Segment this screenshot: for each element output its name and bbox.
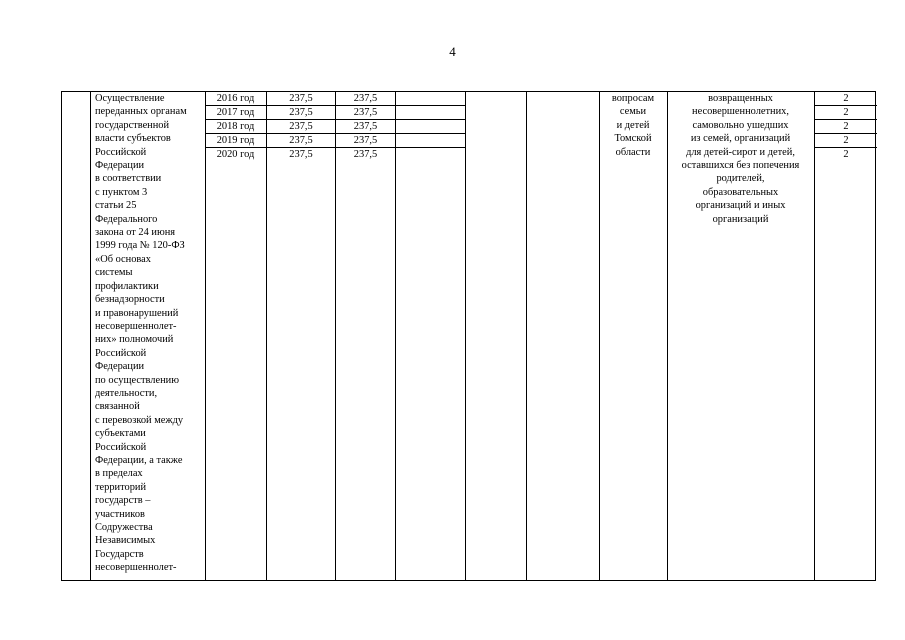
- column-divider: [526, 92, 527, 580]
- federal-value-cell: 237,5: [353, 121, 378, 132]
- year-cell: 2017 год: [216, 107, 255, 118]
- result-text: возвращенных несовершеннолетних, самовольно ушедших из семей, организаций для детей-сирот и детей, оставшихся без попечения родителей, образовательных организаций и иных организаций: [681, 93, 800, 225]
- column-divider: [266, 92, 267, 580]
- year-cell: 2018 год: [216, 121, 255, 132]
- column-divider: [465, 92, 466, 580]
- executor-text: вопросам семьи и детей Томской области: [611, 93, 655, 158]
- indicator-value-cell: 2: [843, 107, 849, 118]
- budget-table: [61, 91, 876, 581]
- total-value-cell: 237,5: [289, 149, 313, 160]
- page-number: 4: [449, 44, 456, 59]
- total-value-cell: 237,5: [289, 135, 313, 146]
- indicator-value-cell: 2: [843, 93, 849, 104]
- column-divider: [814, 92, 815, 580]
- year-cell: 2019 год: [216, 135, 255, 146]
- measure-description: Осуществление переданных органам государственной власти субъектов Российской Федерации в соответствии с пунктом 3 статьи 25 Федерального закона от 24 июня 1999 года № 120-ФЗ «Об основах системы профилактики безнадзорности и правонарушений несовершеннолет- них» полномочий Российской Федерации по осуществлению деятельности, связанной с перевозкой между субъектами Российской Федерации, а также в пределах территорий государств – участников Содружества Независимых Государств несовершеннолет-: [95, 93, 187, 574]
- total-value-cell: 237,5: [289, 121, 313, 132]
- federal-value-cell: 237,5: [353, 135, 378, 146]
- year-cell: 2016 год: [216, 93, 255, 104]
- indicator-value-cell: 2: [843, 135, 849, 146]
- federal-value-cell: 237,5: [353, 107, 378, 118]
- year-cell: 2020 год: [216, 149, 255, 160]
- column-divider: [90, 92, 91, 580]
- column-divider: [205, 92, 206, 580]
- column-divider: [395, 92, 396, 580]
- column-divider: [599, 92, 600, 580]
- column-divider: [335, 92, 336, 580]
- total-value-cell: 237,5: [289, 107, 313, 118]
- federal-value-cell: 237,5: [353, 149, 378, 160]
- indicator-value-cell: 2: [843, 121, 849, 132]
- indicator-value-cell: 2: [843, 149, 849, 160]
- total-value-cell: 237,5: [289, 93, 313, 104]
- federal-value-cell: 237,5: [353, 93, 378, 104]
